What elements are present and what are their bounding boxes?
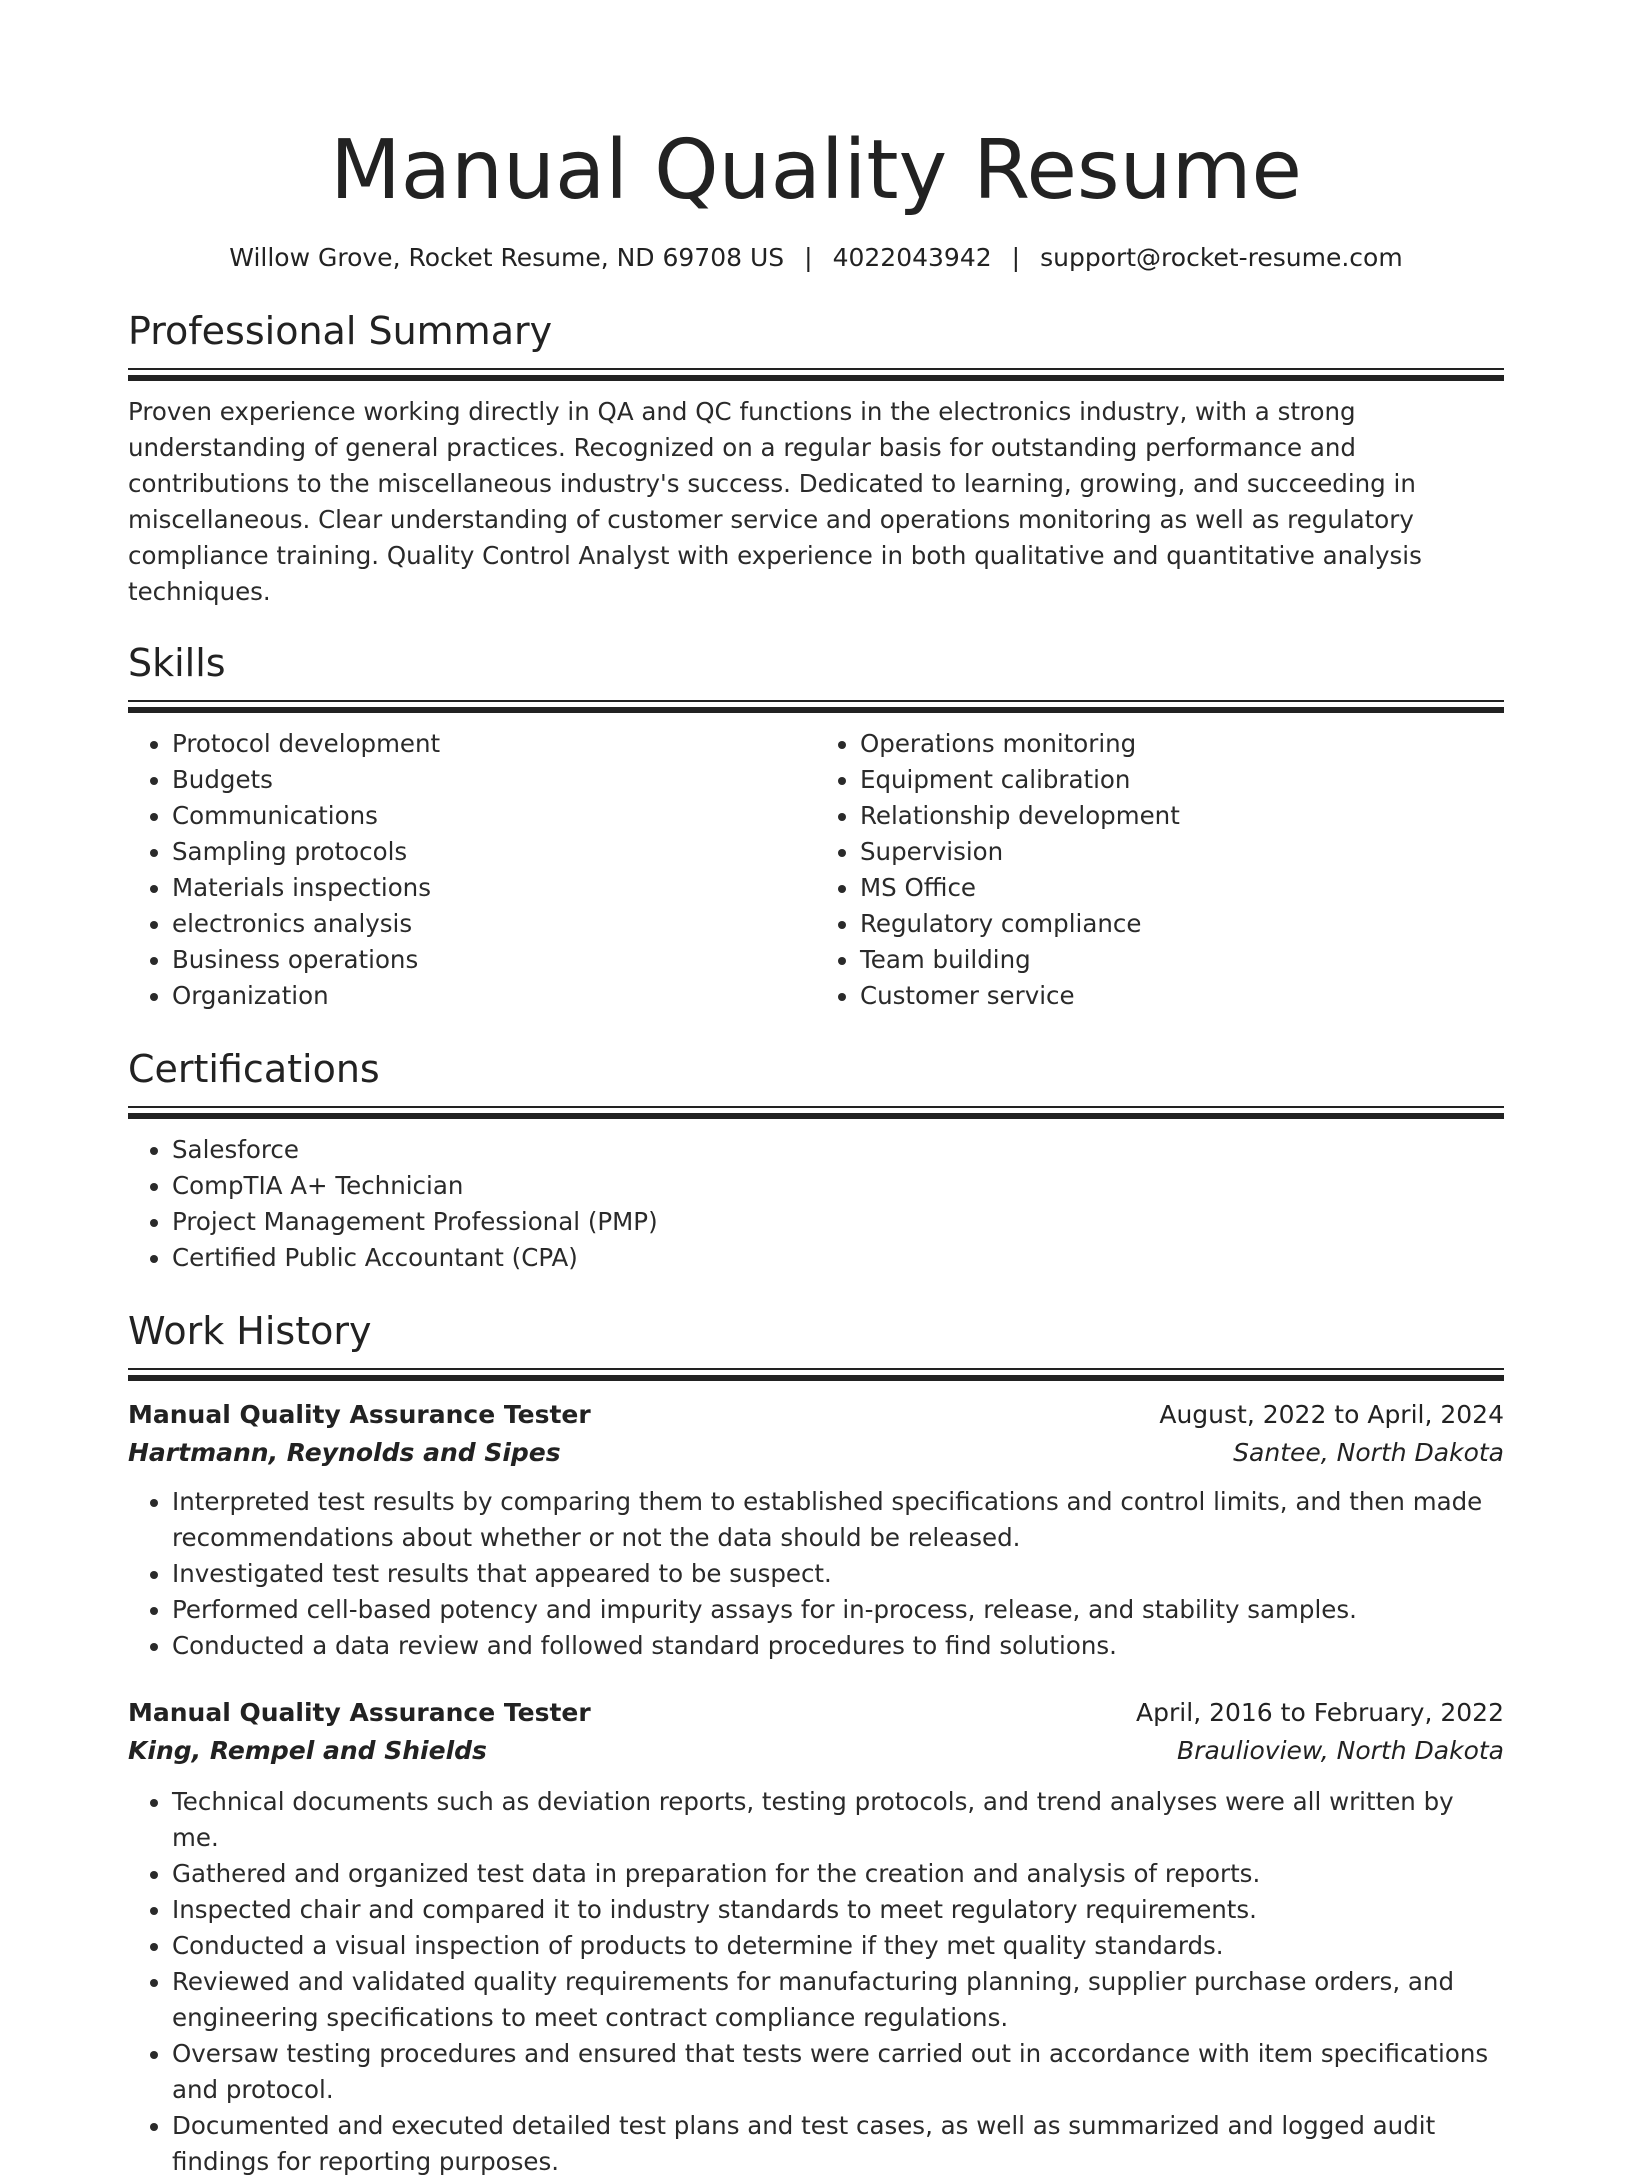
job-dates: August, 2022 to April, 2024 — [1159, 1400, 1504, 1429]
job-bullet: • Reviewed and validated quality requirements for manufacturing planning, supplier purchase orders, and engineering specifications to meet contract compliance regulations. — [172, 1964, 1504, 2036]
job-title: Manual Quality Assurance Tester — [128, 1698, 591, 1727]
skill-item: • MS Office — [860, 870, 1504, 906]
skill-item: • Team building — [860, 942, 1504, 978]
certification-item: • CompTIA A+ Technician — [172, 1168, 1504, 1204]
skill-item: • Communications — [172, 798, 816, 834]
job-bullet: • Gathered and organized test data in preparation for the creation and analysis of reports. — [172, 1856, 1504, 1892]
section-title-work-history: Work History — [128, 1309, 372, 1353]
contact-separator: | — [804, 243, 813, 272]
job-title: Manual Quality Assurance Tester — [128, 1400, 591, 1429]
job-header — [128, 1694, 1504, 1732]
job-bullet: • Performed cell-based potency and impurity assays for in-process, release, and stability samples. — [172, 1592, 1504, 1628]
job-bullet: • Inspected chair and compared it to industry standards to meet regulatory requirements. — [172, 1892, 1504, 1928]
section-divider — [128, 700, 1504, 716]
section-divider — [128, 1106, 1504, 1122]
section-divider — [128, 368, 1504, 384]
skills-list-right — [816, 726, 1504, 1014]
summary-section — [128, 306, 1504, 610]
job-entry — [128, 1396, 1504, 1664]
section-divider — [128, 1368, 1504, 1384]
job-entry — [128, 1694, 1504, 2180]
skill-item: • Customer service — [860, 978, 1504, 1014]
job-header — [128, 1396, 1504, 1434]
skill-item: • Regulatory compliance — [860, 906, 1504, 942]
section-title-summary: Professional Summary — [128, 309, 553, 353]
work-history-section — [128, 1306, 1504, 2180]
job-location: Braulioview, North Dakota — [1177, 1736, 1504, 1765]
job-bullets — [128, 1784, 1504, 2180]
certification-item: • Certified Public Accountant (CPA) — [172, 1240, 1504, 1276]
job-dates: April, 2016 to February, 2022 — [1136, 1698, 1504, 1727]
contact-address: Willow Grove, Rocket Resume, ND 69708 US — [229, 243, 785, 272]
job-bullet: • Technical documents such as deviation reports, testing protocols, and trend analyses were all written by me. — [172, 1784, 1504, 1856]
skill-item: • Organization — [172, 978, 816, 1014]
skill-item: • Protocol development — [172, 726, 816, 762]
job-company: Hartmann, Reynolds and Sipes — [128, 1438, 561, 1467]
skill-item: • Sampling protocols — [172, 834, 816, 870]
job-location: Santee, North Dakota — [1233, 1438, 1504, 1467]
job-company: King, Rempel and Shields — [128, 1736, 487, 1765]
skill-item: • electronics analysis — [172, 906, 816, 942]
job-bullets — [128, 1484, 1504, 1664]
skills-list-left — [128, 726, 816, 1014]
summary-text: Proven experience working directly in QA and QC functions in the electronics industry, with a strong understanding of general practices. Recognized on a regular basis for outstanding performance and contributions to the miscellaneous industry's success. Dedicated to learning, growing, and succeeding in miscellaneous. Clear understanding of customer service and operations monitoring as well as regulatory compliance training. Quality Control Analyst with experience in both qualitative and quantitative analysis techniques. — [128, 397, 1422, 606]
job-bullet: • Conducted a data review and followed standard procedures to find solutions. — [172, 1628, 1504, 1664]
certification-item: • Project Management Professional (PMP) — [172, 1204, 1504, 1240]
contact-email: support@rocket-resume.com — [1040, 243, 1403, 272]
job-bullet: • Interpreted test results by comparing them to established specifications and control limits, and then made recommendations about whether or not the data should be released. — [172, 1484, 1504, 1556]
section-title-certifications: Certifications — [128, 1047, 380, 1091]
certifications-list — [128, 1132, 1504, 1276]
job-bullet: • Documented and executed detailed test plans and test cases, as well as summarized and logged audit findings for reporting purposes. — [172, 2108, 1504, 2180]
skill-item: • Equipment calibration — [860, 762, 1504, 798]
skill-item: • Operations monitoring — [860, 726, 1504, 762]
skill-item: • Supervision — [860, 834, 1504, 870]
skill-item: • Materials inspections — [172, 870, 816, 906]
skills-column-right — [816, 726, 1504, 1014]
resume-name: Manual Quality Resume — [330, 123, 1302, 218]
skills-column-left — [128, 726, 816, 1014]
job-bullet: • Oversaw testing procedures and ensured that tests were carried out in accordance with item specifications and protocol. — [172, 2036, 1504, 2108]
skill-item: • Budgets — [172, 762, 816, 798]
resume-page — [128, 0, 1504, 2180]
contact-phone: 4022043942 — [832, 243, 992, 272]
job-bullet: • Conducted a visual inspection of products to determine if they met quality standards. — [172, 1928, 1504, 1964]
job-bullet: • Investigated test results that appeared to be suspect. — [172, 1556, 1504, 1592]
contact-line — [128, 240, 1504, 276]
skill-item: • Relationship development — [860, 798, 1504, 834]
certification-item: • Salesforce — [172, 1132, 1504, 1168]
skill-item: • Business operations — [172, 942, 816, 978]
contact-separator: | — [1011, 243, 1021, 272]
certifications-section — [128, 1044, 1504, 1276]
job-subheader — [128, 1434, 1504, 1472]
skills-grid — [128, 726, 1504, 1014]
section-title-skills: Skills — [128, 641, 226, 685]
job-subheader — [128, 1732, 1504, 1770]
skills-section — [128, 638, 1504, 1014]
